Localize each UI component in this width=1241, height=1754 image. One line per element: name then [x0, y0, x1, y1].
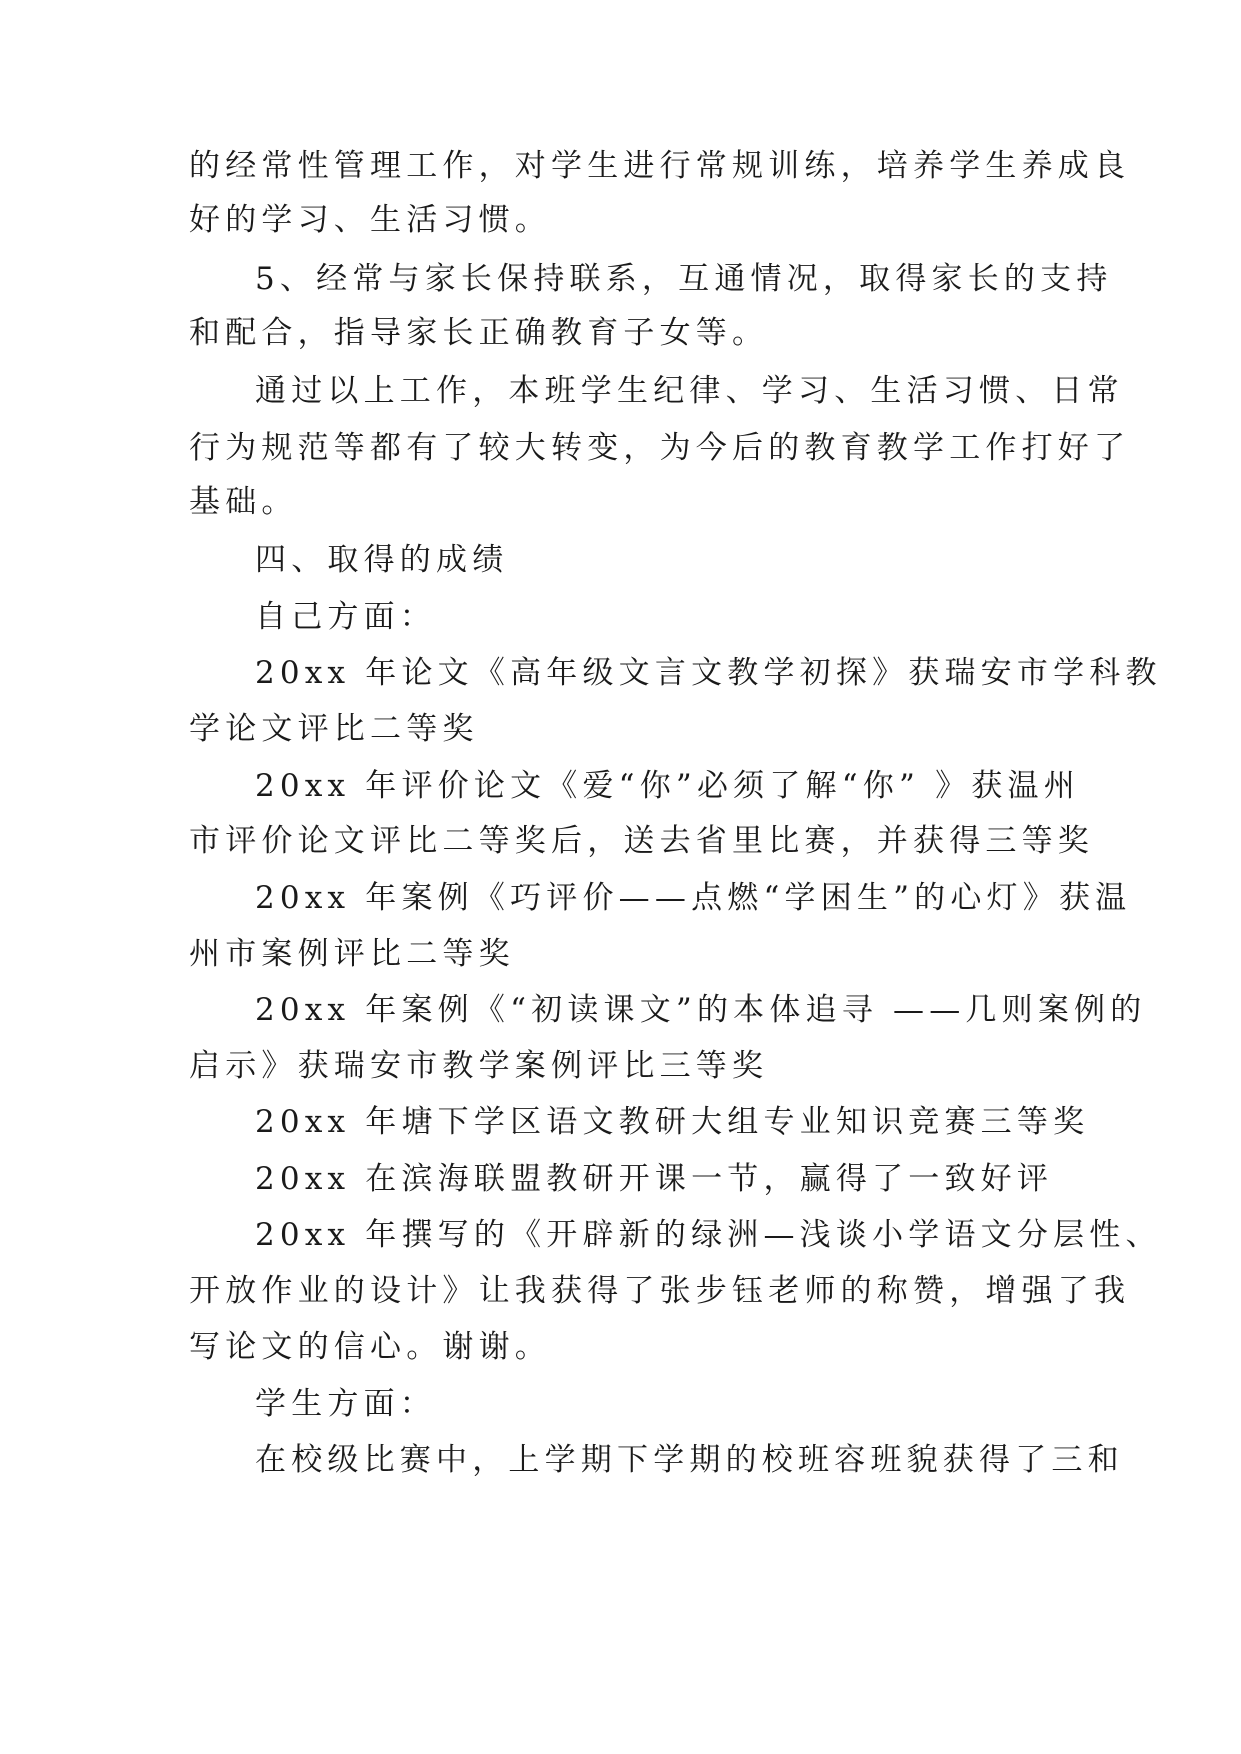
text-line: 在校级比赛中，上学期下学期的校班容班貌获得了三和: [255, 1442, 1124, 1478]
text-line: 市评价论文评比二等奖后，送去省里比赛，并获得三等奖: [189, 823, 1094, 859]
text-line: 基础。: [189, 484, 298, 520]
text-line: 学论文评比二等奖: [189, 711, 479, 747]
text-line: 写论文的信心。谢谢。: [189, 1329, 551, 1365]
text-line: 的经常性管理工作，对学生进行常规训练，培养学生养成良: [189, 148, 1131, 184]
text-line: 20xx 年论文《高年级文言文教学初探》获瑞安市学科教: [255, 655, 1162, 691]
text-line: 20xx 年案例《巧评价——点燃“学困生”的心灯》获温: [255, 880, 1132, 916]
text-line: 20xx 在滨海联盟教研开课一节，赢得了一致好评: [255, 1161, 1054, 1197]
text-line: 20xx 年塘下学区语文教研大组专业知识竞赛三等奖: [255, 1104, 1090, 1140]
subsection-heading: 学生方面：: [255, 1386, 436, 1422]
text-line: 20xx 年撰写的《开辟新的绿洲—浅谈小学语文分层性、: [255, 1217, 1162, 1253]
text-line: 20xx 年案例《“初读课文”的本体追寻 ——几则案例的: [255, 992, 1147, 1028]
text-line: 行为规范等都有了较大转变，为今后的教育教学工作打好了: [189, 430, 1131, 466]
text-line: 和配合，指导家长正确教育子女等。: [189, 315, 769, 351]
text-line: 好的学习、生活习惯。: [189, 202, 551, 238]
text-line: 州市案例评比二等奖: [189, 936, 515, 972]
text-line: 通过以上工作，本班学生纪律、学习、生活习惯、日常: [255, 373, 1124, 409]
text-line: 启示》获瑞安市教学案例评比三等奖: [189, 1048, 769, 1084]
section-heading: 四、取得的成绩: [255, 542, 509, 578]
subsection-heading: 自己方面：: [255, 599, 436, 635]
text-line: 5、经常与家长保持联系，互通情况，取得家长的支持: [255, 261, 1113, 297]
text-line: 20xx 年评价论文《爱“你”必须了解“你” 》获温州: [255, 768, 1080, 804]
text-line: 开放作业的设计》让我获得了张步钰老师的称赞，增强了我: [189, 1273, 1131, 1309]
